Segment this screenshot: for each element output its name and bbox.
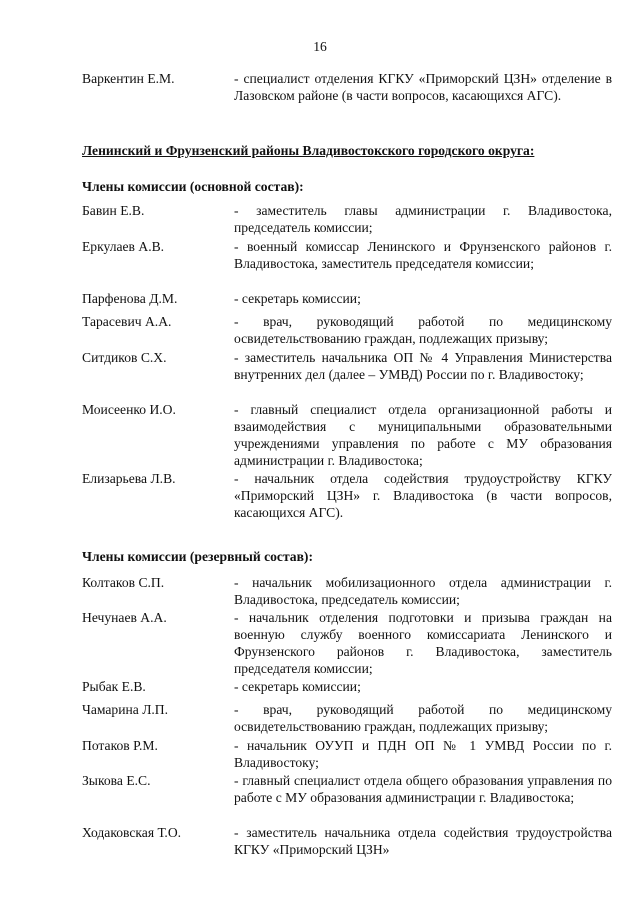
page-number: 16 [313,39,327,54]
member-role: - начальник мобилизационного отдела администрации г. Владивостока, председатель комиссии; [234,575,612,607]
reserve-composition-heading: Члены комиссии (резервный состав): [82,549,313,564]
member-name: Колтаков С.П. [82,575,165,590]
member-name: Потаков Р.М. [82,738,158,753]
member-name: Ситдиков С.Х. [82,350,167,365]
member-name: Нечунаев А.А. [82,610,167,625]
member-name: Варкентин Е.М. [82,71,175,86]
member-name: Зыкова Е.С. [82,773,151,788]
member-name: Бавин Е.В. [82,203,145,218]
section-title: Ленинский и Фрунзенский районы Владивостокского городского округа: [82,143,535,158]
member-name: Ходаковская Т.О. [82,825,182,840]
member-role: - заместитель начальника отдела содействия трудоустройства КГКУ «Приморский ЦЗН» [234,825,612,857]
member-role: - главный специалист отдела общего образования управления по работе с МУ образования администрации г. Владивостока; [234,773,612,805]
member-role: - секретарь комиссии; [234,679,361,694]
member-role: - заместитель главы администрации г. Владивостока, председатель комиссии; [234,203,612,235]
member-role: - начальник отделения подготовки и призыва граждан на военную службу военного комиссариата Ленинского и Фрунзенского районов г. Владивостока, заместитель председателя комиссии; [234,610,612,676]
main-composition-heading: Члены комиссии (основной состав): [82,179,304,194]
member-role: - врач, руководящий работой по медицинскому освидетельствованию граждан, подлежащих призыву; [234,702,612,734]
member-role: - заместитель начальника ОП № 4 Управления Министерства внутренних дел (далее – УМВД) России по г. Владивостоку; [234,350,612,382]
member-role: - начальник отдела содействия трудоустройству КГКУ «Приморский ЦЗН» г. Владивостока (в части вопросов, касающихся АГС). [234,471,612,520]
member-role: - секретарь комиссии; [234,291,361,306]
member-name: Чамарина Л.П. [82,702,169,717]
member-name: Тарасевич А.А. [82,314,172,329]
member-name: Рыбак Е.В. [82,679,146,694]
member-name: Еркулаев А.В. [82,239,165,254]
member-name: Парфенова Д.М. [82,291,178,306]
member-role: - главный специалист отдела организационной работы и взаимодействия с муниципальными образовательными учреждениями управления по работе с МУ образования администрации г. Владивостока; [234,402,612,468]
member-role: - врач, руководящий работой по медицинскому освидетельствованию граждан, подлежащих призыву; [234,314,612,346]
member-name: Елизарьева Л.В. [82,471,176,486]
member-role: - военный комиссар Ленинского и Фрунзенского районов г. Владивостока, заместитель председателя комиссии; [234,239,612,271]
member-role: - начальник ОУУП и ПДН ОП № 1 УМВД России по г. Владивостоку; [234,738,612,770]
member-role: - специалист отделения КГКУ «Приморский ЦЗН» отделение в Лазовском районе (в части вопросов, касающихся АГС). [234,71,612,103]
member-name: Моисеенко И.О. [82,402,176,417]
